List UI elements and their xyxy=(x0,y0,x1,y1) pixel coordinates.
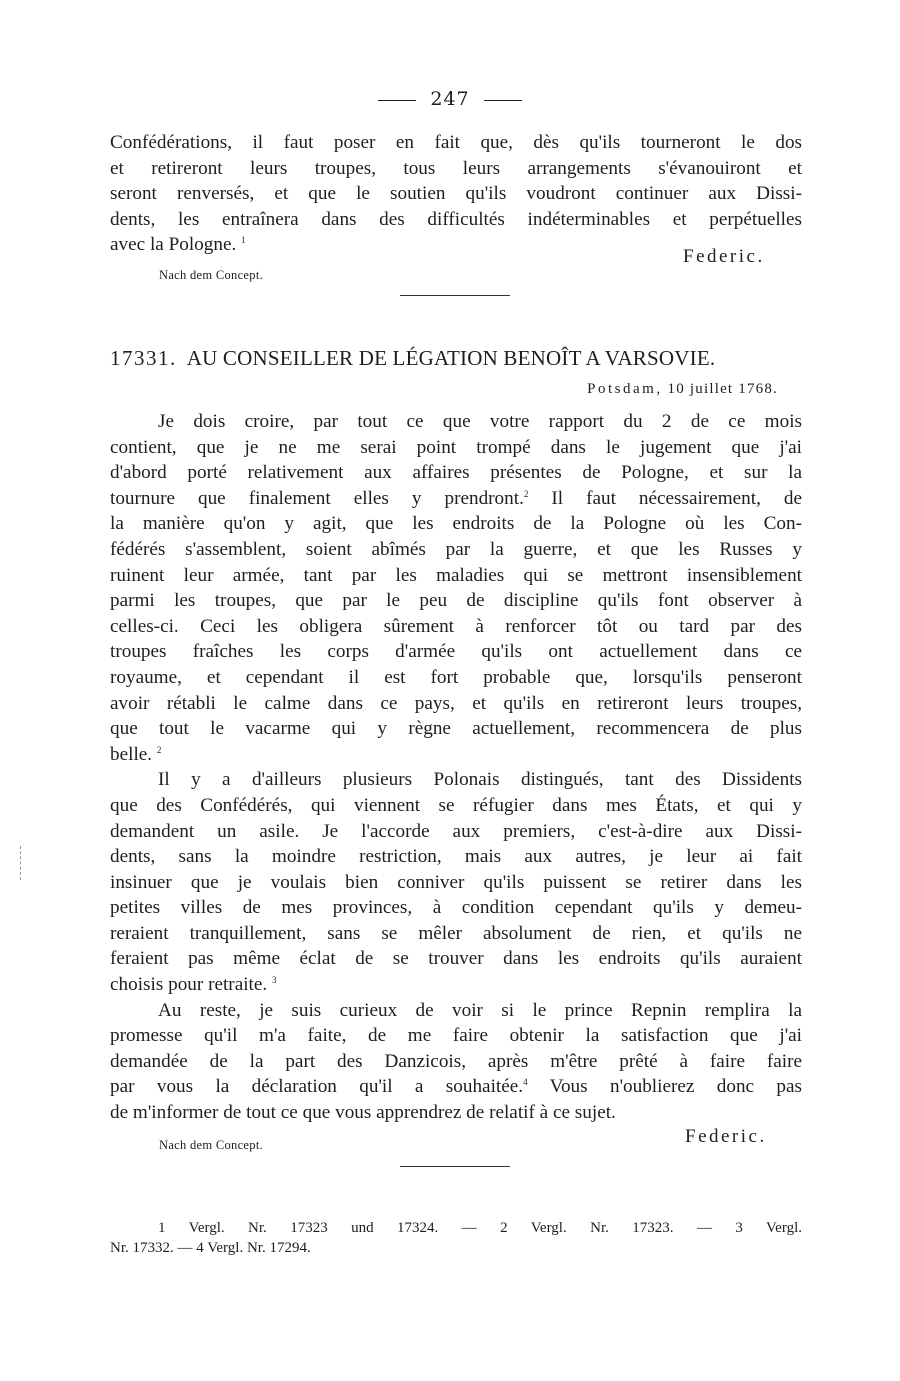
footnote-ref: 2 xyxy=(523,488,529,499)
footnote-ref: 3 xyxy=(271,975,277,986)
text-line: royaume, et cependant il est fort probable que, lorsqu'ils penseront xyxy=(110,666,802,688)
text-line: contient, que je ne me serai point trompé dans le jugement que j'ai xyxy=(110,436,802,458)
text-line: Au reste, je suis curieux de voir si le prince Repnin remplira la xyxy=(158,999,802,1021)
header-dash-right xyxy=(484,100,522,101)
footnote-ref: 4 xyxy=(523,1077,528,1088)
footnote-ref: 1 xyxy=(241,235,246,246)
text-line: ruinent leur armée, tant par les maladies qui se mettront insensiblement xyxy=(110,564,802,586)
text-line: feraient pas même éclat de se trouver dans les endroits qu'ils auraient xyxy=(110,948,802,970)
page-number: 247 xyxy=(430,88,470,110)
text-line: choisis pour retraite. $^3$ xyxy=(110,974,277,996)
text-line: troupes fraîches les corps d'armée qu'ils ont actuellement dans ce xyxy=(110,641,802,663)
text-line: tournure que finalement elles y prendront.$^2$ Il faut nécessairement, de xyxy=(110,487,803,509)
header-dash-left xyxy=(378,100,416,101)
text-line: Confédérations, il faut poser en fait que, dès qu'ils tourneront le dos xyxy=(110,132,802,153)
text-line: que tout le vacarme qui y règne actuellement, recommencera de plus xyxy=(110,718,802,740)
text-line: dents, les entraînera dans des difficultés indéterminables et perpétuelles xyxy=(110,208,802,230)
text-line: avec la Pologne. $^1$ xyxy=(110,234,246,256)
text-line: fédérés s'assemblent, soient abîmés par la guerre, et que les Russes y xyxy=(110,538,802,560)
dateline xyxy=(587,381,778,398)
dateline-date: 10 juillet 1768. xyxy=(667,381,778,397)
letter-title: AU CONSEILLER DE LÉGATION BENOÎT A VARSOVIE. xyxy=(186,346,716,370)
text-line: de m'informer de tout ce que vous apprendrez de relatif à ce sujet. xyxy=(110,1102,616,1124)
footnote-ref: 2 xyxy=(156,744,162,755)
footnote-line: 1 Vergl. Nr. 17323 und 17324. — 2 Vergl. Nr. 17323. — 3 Vergl. xyxy=(158,1220,802,1236)
letter-number: 17331. xyxy=(110,346,177,370)
margin-mark xyxy=(20,846,22,880)
text-line: reraient tranquillement, sans se mêler absolument de rien, et qu'ils ne xyxy=(110,922,802,944)
text-line: demandent un asile. Je l'accorde aux premiers, c'est-à-dire aux Dissi- xyxy=(110,820,802,842)
section-rule xyxy=(400,1166,510,1167)
signature: Federic. xyxy=(685,1126,767,1147)
continuation-paragraph xyxy=(110,130,802,258)
text-line: insinuer que je voulais bien conniver qu'ils puissent se retirer dans les xyxy=(110,871,802,893)
text-line: par vous la déclaration qu'il a souhaitée.$^4$ Vous n'oublierez donc pas xyxy=(110,1076,802,1098)
text-line: petites villes de mes provinces, à condition cependant qu'ils y demeu- xyxy=(110,897,802,919)
text-line: Je dois croire, par tout ce que votre rapport du 2 de ce mois xyxy=(158,411,802,432)
text-line: la manière qu'on y agit, que les endroits de la Pologne où les Con- xyxy=(110,513,802,535)
footnotes xyxy=(110,1218,802,1258)
source-note: Nach dem Concept. xyxy=(159,1138,264,1152)
dateline-place: Potsdam, xyxy=(587,381,663,397)
text-line: avoir rétabli le calme dans ce pays, et qu'ils en retireront leurs troupes, xyxy=(110,692,802,714)
letter-body xyxy=(110,409,802,1126)
text-line: demandée de la part des Danzicois, après m'être prêté à faire faire xyxy=(110,1050,802,1072)
text-line: Il y a d'ailleurs plusieurs Polonais distingués, tant des Dissidents xyxy=(158,769,802,791)
source-note: Nach dem Concept. xyxy=(159,268,264,282)
text-line: promesse qu'il m'a faite, de me faire obtenir la satisfaction que j'ai xyxy=(110,1025,802,1047)
text-line: que des Confédérés, qui viennent se réfugier dans mes États, et qui y xyxy=(110,794,802,816)
section-rule xyxy=(400,295,510,296)
letter-heading xyxy=(110,346,802,371)
text-line: belle. $^2$ xyxy=(110,743,162,765)
text-line: dents, sans la moindre restriction, mais aux autres, je leur ai fait xyxy=(110,846,802,868)
text-line: et retireront leurs troupes, tous leurs arrangements s'évanouiront et xyxy=(110,157,802,179)
text-line: d'abord porté relativement aux affaires présentes de Pologne, et sur la xyxy=(110,462,802,484)
text-line: parmi les troupes, que par le peu de discipline qu'ils font observer à xyxy=(110,590,802,612)
text-line: celles-ci. Ceci les obligera sûrement à renforcer tôt ou tard par des xyxy=(110,615,802,637)
footnote-line: Nr. 17332. — 4 Vergl. Nr. 17294. xyxy=(110,1240,311,1256)
page-header xyxy=(0,88,900,110)
signature: Federic. xyxy=(683,246,765,267)
text-line: seront renversés, et que le soutien qu'ils voudront continuer aux Dissi- xyxy=(110,183,802,205)
